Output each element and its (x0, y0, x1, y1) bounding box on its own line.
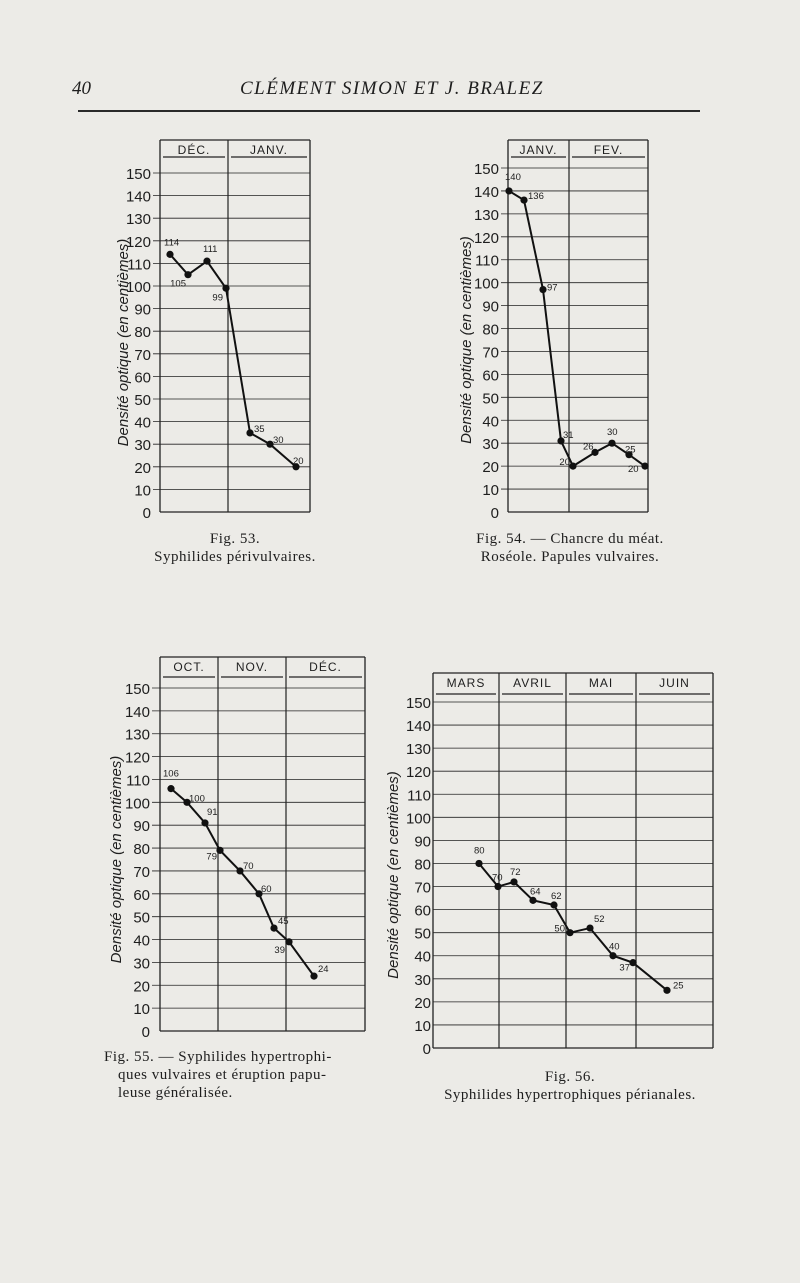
y-tick-label: 130 (473, 206, 499, 224)
data-label: 79 (206, 851, 217, 863)
caption-line: Syphilides périvulvaires. (154, 549, 316, 565)
data-label: 114 (164, 237, 180, 249)
y-tick-label: 130 (405, 741, 431, 759)
y-tick-label: 40 (133, 932, 150, 950)
y-tick-label: 150 (124, 681, 150, 698)
data-label: 39 (274, 944, 285, 956)
caption-line: Fig. 56. (544, 1069, 596, 1085)
y-tick-label: 120 (405, 764, 431, 782)
data-label: 70 (492, 872, 503, 884)
y-tick-label: 10 (414, 1017, 431, 1035)
y-tick-label: 110 (407, 787, 431, 805)
y-tick-label: 50 (134, 392, 151, 409)
caption-line: Fig. 53. (209, 531, 261, 547)
series-line (479, 863, 667, 990)
data-label: 64 (530, 886, 541, 898)
y-tick-label: 30 (482, 436, 499, 454)
month-label: MARS (446, 676, 486, 690)
running-title: CLÉMENT SIMON ET J. BRALEZ (240, 78, 544, 99)
caption-line: Fig. 55. — Syphilides hypertrophi- (104, 1049, 332, 1065)
y-tick-label: 30 (414, 971, 431, 989)
data-label: 62 (551, 890, 562, 902)
y-tick-label: 10 (482, 482, 499, 500)
caption-line: leuse généralisée. (118, 1085, 233, 1101)
month-label: FEV. (593, 143, 624, 157)
y-tick-label: 140 (124, 703, 150, 721)
data-label: 106 (163, 768, 179, 780)
caption-line: Fig. 54. — Chancre du méat. (476, 531, 664, 547)
month-label: NOV. (235, 660, 269, 674)
y-tick-label: 80 (414, 856, 431, 874)
fig-54-caption (440, 530, 700, 566)
y-tick-label: 40 (134, 414, 151, 432)
month-label: OCT. (173, 660, 205, 674)
y-tick-label: 110 (475, 252, 499, 270)
y-tick-label: 0 (422, 1041, 431, 1058)
caption-line: Syphilides hypertrophiques périanales. (444, 1087, 696, 1103)
data-point (586, 924, 593, 931)
y-tick-label: 120 (473, 229, 499, 247)
y-tick-label: 10 (134, 482, 151, 500)
y-tick-label: 100 (125, 279, 151, 296)
month-label: JANV. (519, 143, 558, 157)
y-tick-label: 70 (414, 879, 431, 897)
y-tick-label: 90 (482, 298, 499, 316)
y-tick-label: 140 (125, 188, 151, 206)
y-tick-label: 40 (414, 948, 431, 966)
month-label: JANV. (250, 143, 288, 157)
data-label: 45 (278, 916, 289, 928)
y-tick-label: 20 (482, 459, 499, 477)
data-label: 99 (212, 292, 223, 304)
y-tick-label: 20 (414, 994, 431, 1012)
fig-53-caption (110, 530, 360, 566)
y-tick-label: 30 (134, 437, 151, 455)
y-tick-label: 110 (126, 772, 150, 790)
y-tick-label: 70 (133, 863, 150, 881)
y-tick-label: 130 (125, 211, 151, 229)
y-tick-label: 0 (490, 505, 499, 522)
data-label: 60 (261, 883, 272, 895)
y-tick-label: 130 (124, 726, 150, 744)
y-tick-label: 0 (141, 1024, 150, 1041)
y-tick-label: 90 (133, 818, 150, 836)
month-label: MAI (588, 676, 614, 690)
data-label: 31 (563, 429, 574, 441)
y-tick-label: 100 (405, 810, 431, 828)
data-point (550, 901, 557, 908)
data-label: 26 (583, 441, 594, 453)
data-label: 111 (203, 244, 218, 256)
data-label: 20 (293, 455, 304, 467)
data-label: 136 (528, 191, 544, 203)
y-tick-label: 150 (473, 161, 499, 178)
y-tick-label: 60 (414, 902, 431, 920)
data-label: 52 (594, 914, 605, 926)
y-tick-label: 110 (127, 256, 151, 274)
y-tick-label: 150 (125, 166, 151, 183)
y-tick-label: 70 (134, 346, 151, 364)
y-axis-label: Densité optique (en centièmes) (458, 236, 475, 444)
y-tick-label: 100 (473, 275, 499, 293)
month-label: DÉC. (177, 143, 211, 157)
data-label: 30 (273, 435, 284, 447)
y-tick-label: 50 (482, 390, 499, 408)
page-number: 40 (72, 78, 91, 99)
data-label: 35 (254, 423, 265, 435)
y-axis-label: Densité optique (en centièmes) (385, 771, 402, 979)
caption-line: ques vulvaires et éruption papu- (118, 1067, 327, 1083)
fig-56-caption (410, 1068, 730, 1104)
y-tick-label: 80 (482, 321, 499, 339)
data-label: 40 (609, 941, 620, 953)
data-point (629, 959, 636, 966)
y-tick-label: 70 (482, 344, 499, 362)
data-point (529, 897, 536, 904)
y-tick-label: 140 (405, 718, 431, 736)
data-label: 25 (625, 444, 636, 456)
data-point (475, 860, 482, 867)
y-tick-label: 100 (124, 795, 150, 813)
y-axis-label: Densité optique (en centièmes) (108, 755, 125, 964)
y-tick-label: 50 (414, 925, 431, 943)
data-label: 97 (547, 282, 558, 294)
y-tick-label: 80 (133, 841, 150, 859)
data-label: 37 (619, 962, 630, 974)
y-tick-label: 30 (133, 955, 150, 973)
y-tick-label: 50 (133, 909, 150, 927)
caption-line: Roséole. Papules vulvaires. (480, 549, 660, 565)
month-label: JUIN (659, 676, 690, 690)
y-tick-label: 80 (134, 324, 151, 342)
y-tick-label: 120 (125, 233, 151, 251)
data-label: 140 (505, 171, 521, 183)
data-point (566, 929, 573, 936)
data-point (663, 987, 670, 994)
y-tick-label: 20 (133, 978, 150, 996)
data-label: 72 (510, 866, 521, 878)
data-point (494, 883, 501, 890)
data-point (510, 878, 517, 885)
y-tick-label: 90 (414, 833, 431, 851)
data-label: 80 (474, 845, 485, 857)
data-label: 50 (554, 923, 565, 935)
month-label: AVRIL (513, 676, 552, 690)
data-label: 105 (170, 278, 186, 290)
data-label: 70 (243, 860, 254, 872)
y-tick-label: 40 (482, 413, 499, 431)
data-label: 20 (628, 464, 639, 476)
y-tick-label: 120 (124, 749, 150, 767)
y-tick-label: 90 (134, 301, 151, 319)
y-tick-label: 60 (482, 367, 499, 385)
y-tick-label: 140 (473, 183, 499, 201)
y-tick-label: 60 (133, 886, 150, 904)
y-axis-label: Densité optique (en centièmes) (115, 238, 132, 447)
y-tick-label: 10 (133, 1001, 150, 1019)
data-label: 91 (207, 806, 218, 818)
fig-55-caption (104, 1048, 394, 1102)
data-label: 25 (673, 980, 684, 992)
data-label: 30 (607, 427, 618, 439)
data-label: 24 (318, 964, 329, 976)
data-point (609, 952, 616, 959)
y-tick-label: 60 (134, 369, 151, 387)
y-tick-label: 0 (142, 505, 151, 522)
y-tick-label: 150 (405, 695, 431, 712)
month-label: DÉC. (309, 660, 342, 674)
y-tick-label: 20 (134, 459, 151, 477)
data-label: 100 (189, 793, 205, 805)
data-label: 20 (559, 457, 570, 469)
